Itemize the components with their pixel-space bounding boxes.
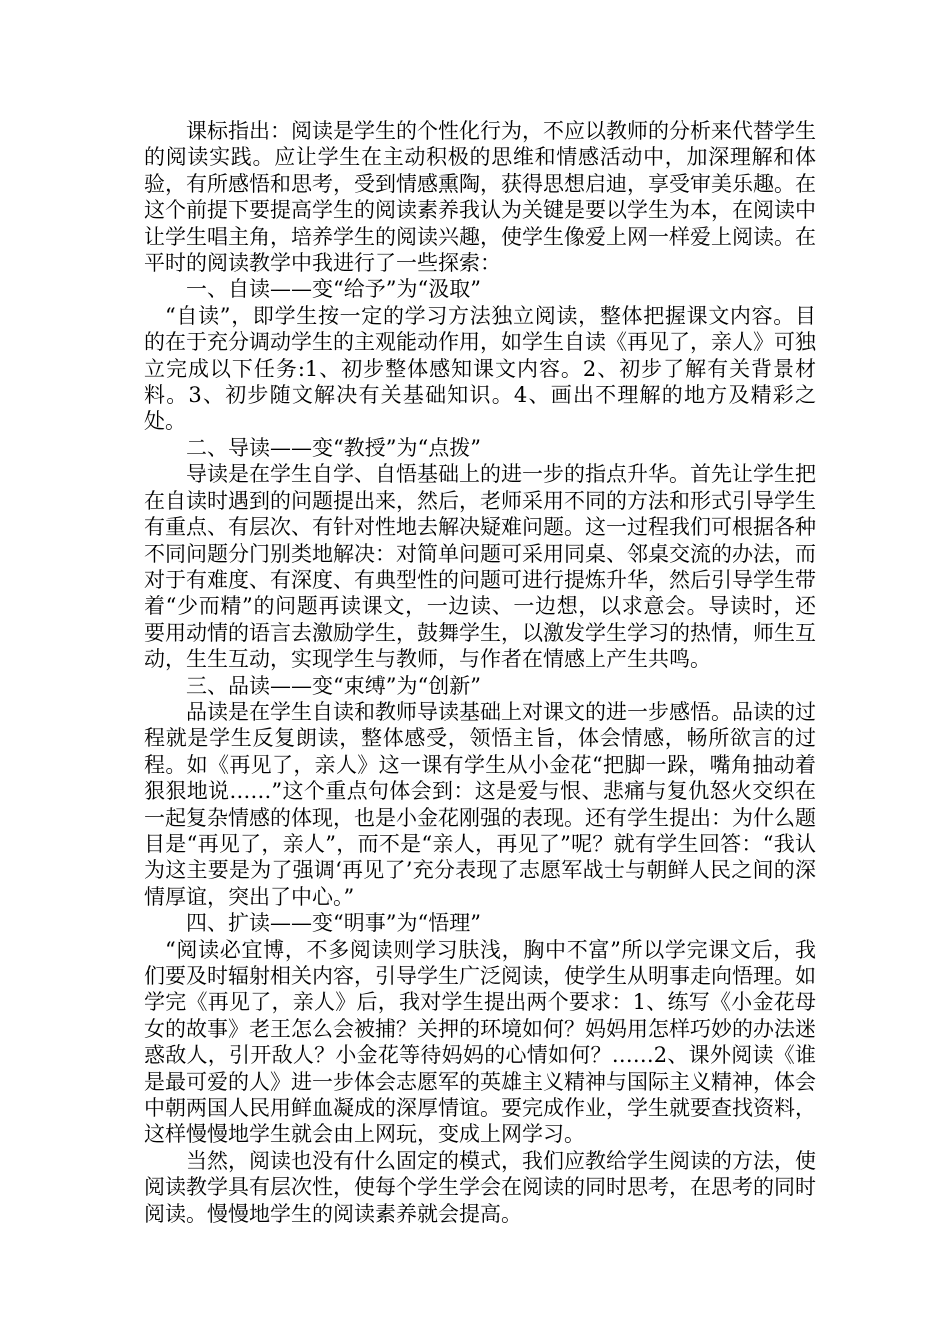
section-heading-self-reading: 一、自读——变“给予”为“汲取”	[186, 277, 481, 302]
guided-reading-paragraph: 导读是在学生自学、自悟基础上的进一步的指点升华。首先让学生把在自读时遇到的问题提出来，然后，老师采用不同的方法和形式引导学生有重点、有层次、有针对性地去解决疑难问题。这一过程我们可根据各种不同问题分门别类地解决：对简单问题可采用同桌、邻桌交流的办法，而对于有难度、有深度、有典型性的问题可进行提炼升华，然后引导学生带着“少而精”的问题再读课文，一边读、一边想，以求意会。导读时，还要用动情的语言去激励学生，鼓舞学生，以激发学生学习的热情，师生互动，生生互动，实现学生与教师，与作者在情感上产生共鸣。	[144, 462, 816, 672]
section-heading-guided-reading: 二、导读——变“教授”为“点拨”	[186, 435, 481, 460]
section-heading-appreciative-reading: 三、品读——变“束缚”为“创新”	[186, 673, 481, 698]
extended-reading-paragraph: “阅读必宜博，不多阅读则学习肤浅，胸中不富”所以学完课文后，我们要及时辐射相关内容，引导学生广泛阅读，使学生从明事走向悟理。如学完《再见了，亲人》后，我对学生提出两个要求：1、练写《小金花母女的故事》老王怎么会被捕？关押的环境如何？妈妈用怎样巧妙的办法迷惑敌人，引开敌人？小金花等待妈妈的心情如何？……2、课外阅读《谁是最可爱的人》进一步体会志愿军的英雄主义精神与国际主义精神，体会中朝两国人民用鲜血凝成的深厚情谊。要完成作业，学生就要查找资料，这样慢慢地学生就会由上网玩，变成上网学习。	[144, 937, 816, 1147]
section-heading-extended-reading: 四、扩读——变“明事”为“悟理”	[186, 911, 481, 936]
conclusion-paragraph: 当然，阅读也没有什么固定的模式，我们应教给学生阅读的方法，使阅读教学具有层次性，使每个学生学会在阅读的同时思考，在思考的同时阅读。慢慢地学生的阅读素养就会提高。	[144, 1148, 816, 1226]
document-body	[144, 118, 816, 1227]
appreciative-reading-paragraph: 品读是在学生自读和教师导读基础上对课文的进一步感悟。品读的过程就是学生反复朗读，整体感受，领悟主旨，体会情感，畅所欲言的过程。如《再见了，亲人》这一课有学生从小金花“把脚一跺，嘴角抽动着狠狠地说……”这个重点句体会到：这是爱与恨、悲痛与复仇怒火交织在一起复杂情感的体现，也是小金花刚强的表现。还有学生提出：为什么题目是“再见了，亲人”，而不是“亲人，再见了”呢？就有学生回答：“我认为这主要是为了强调‘再见了’充分表现了志愿军战士与朝鲜人民之间的深情厚谊，突出了中心。”	[144, 699, 816, 909]
self-reading-paragraph: “自读”，即学生按一定的学习方法独立阅读，整体把握课文内容。目的在于充分调动学生的主观能动作用，如学生自读《再见了，亲人》可独立完成以下任务:1、初步整体感知课文内容。2、初步了解有关背景材料。3、初步随文解决有关基础知识。4、画出不理解的地方及精彩之处。	[144, 303, 816, 434]
intro-paragraph: 课标指出：阅读是学生的个性化行为，不应以教师的分析来代替学生的阅读实践。应让学生在主动积极的思维和情感活动中，加深理解和体验，有所感悟和思考，受到情感熏陶，获得思想启迪，享受审美乐趣。在这个前提下要提高学生的阅读素养我认为关键是要以学生为本，在阅读中让学生唱主角，培养学生的阅读兴趣，使学生像爱上网一样爱上阅读。在平时的阅读教学中我进行了一些探索：	[144, 119, 816, 276]
